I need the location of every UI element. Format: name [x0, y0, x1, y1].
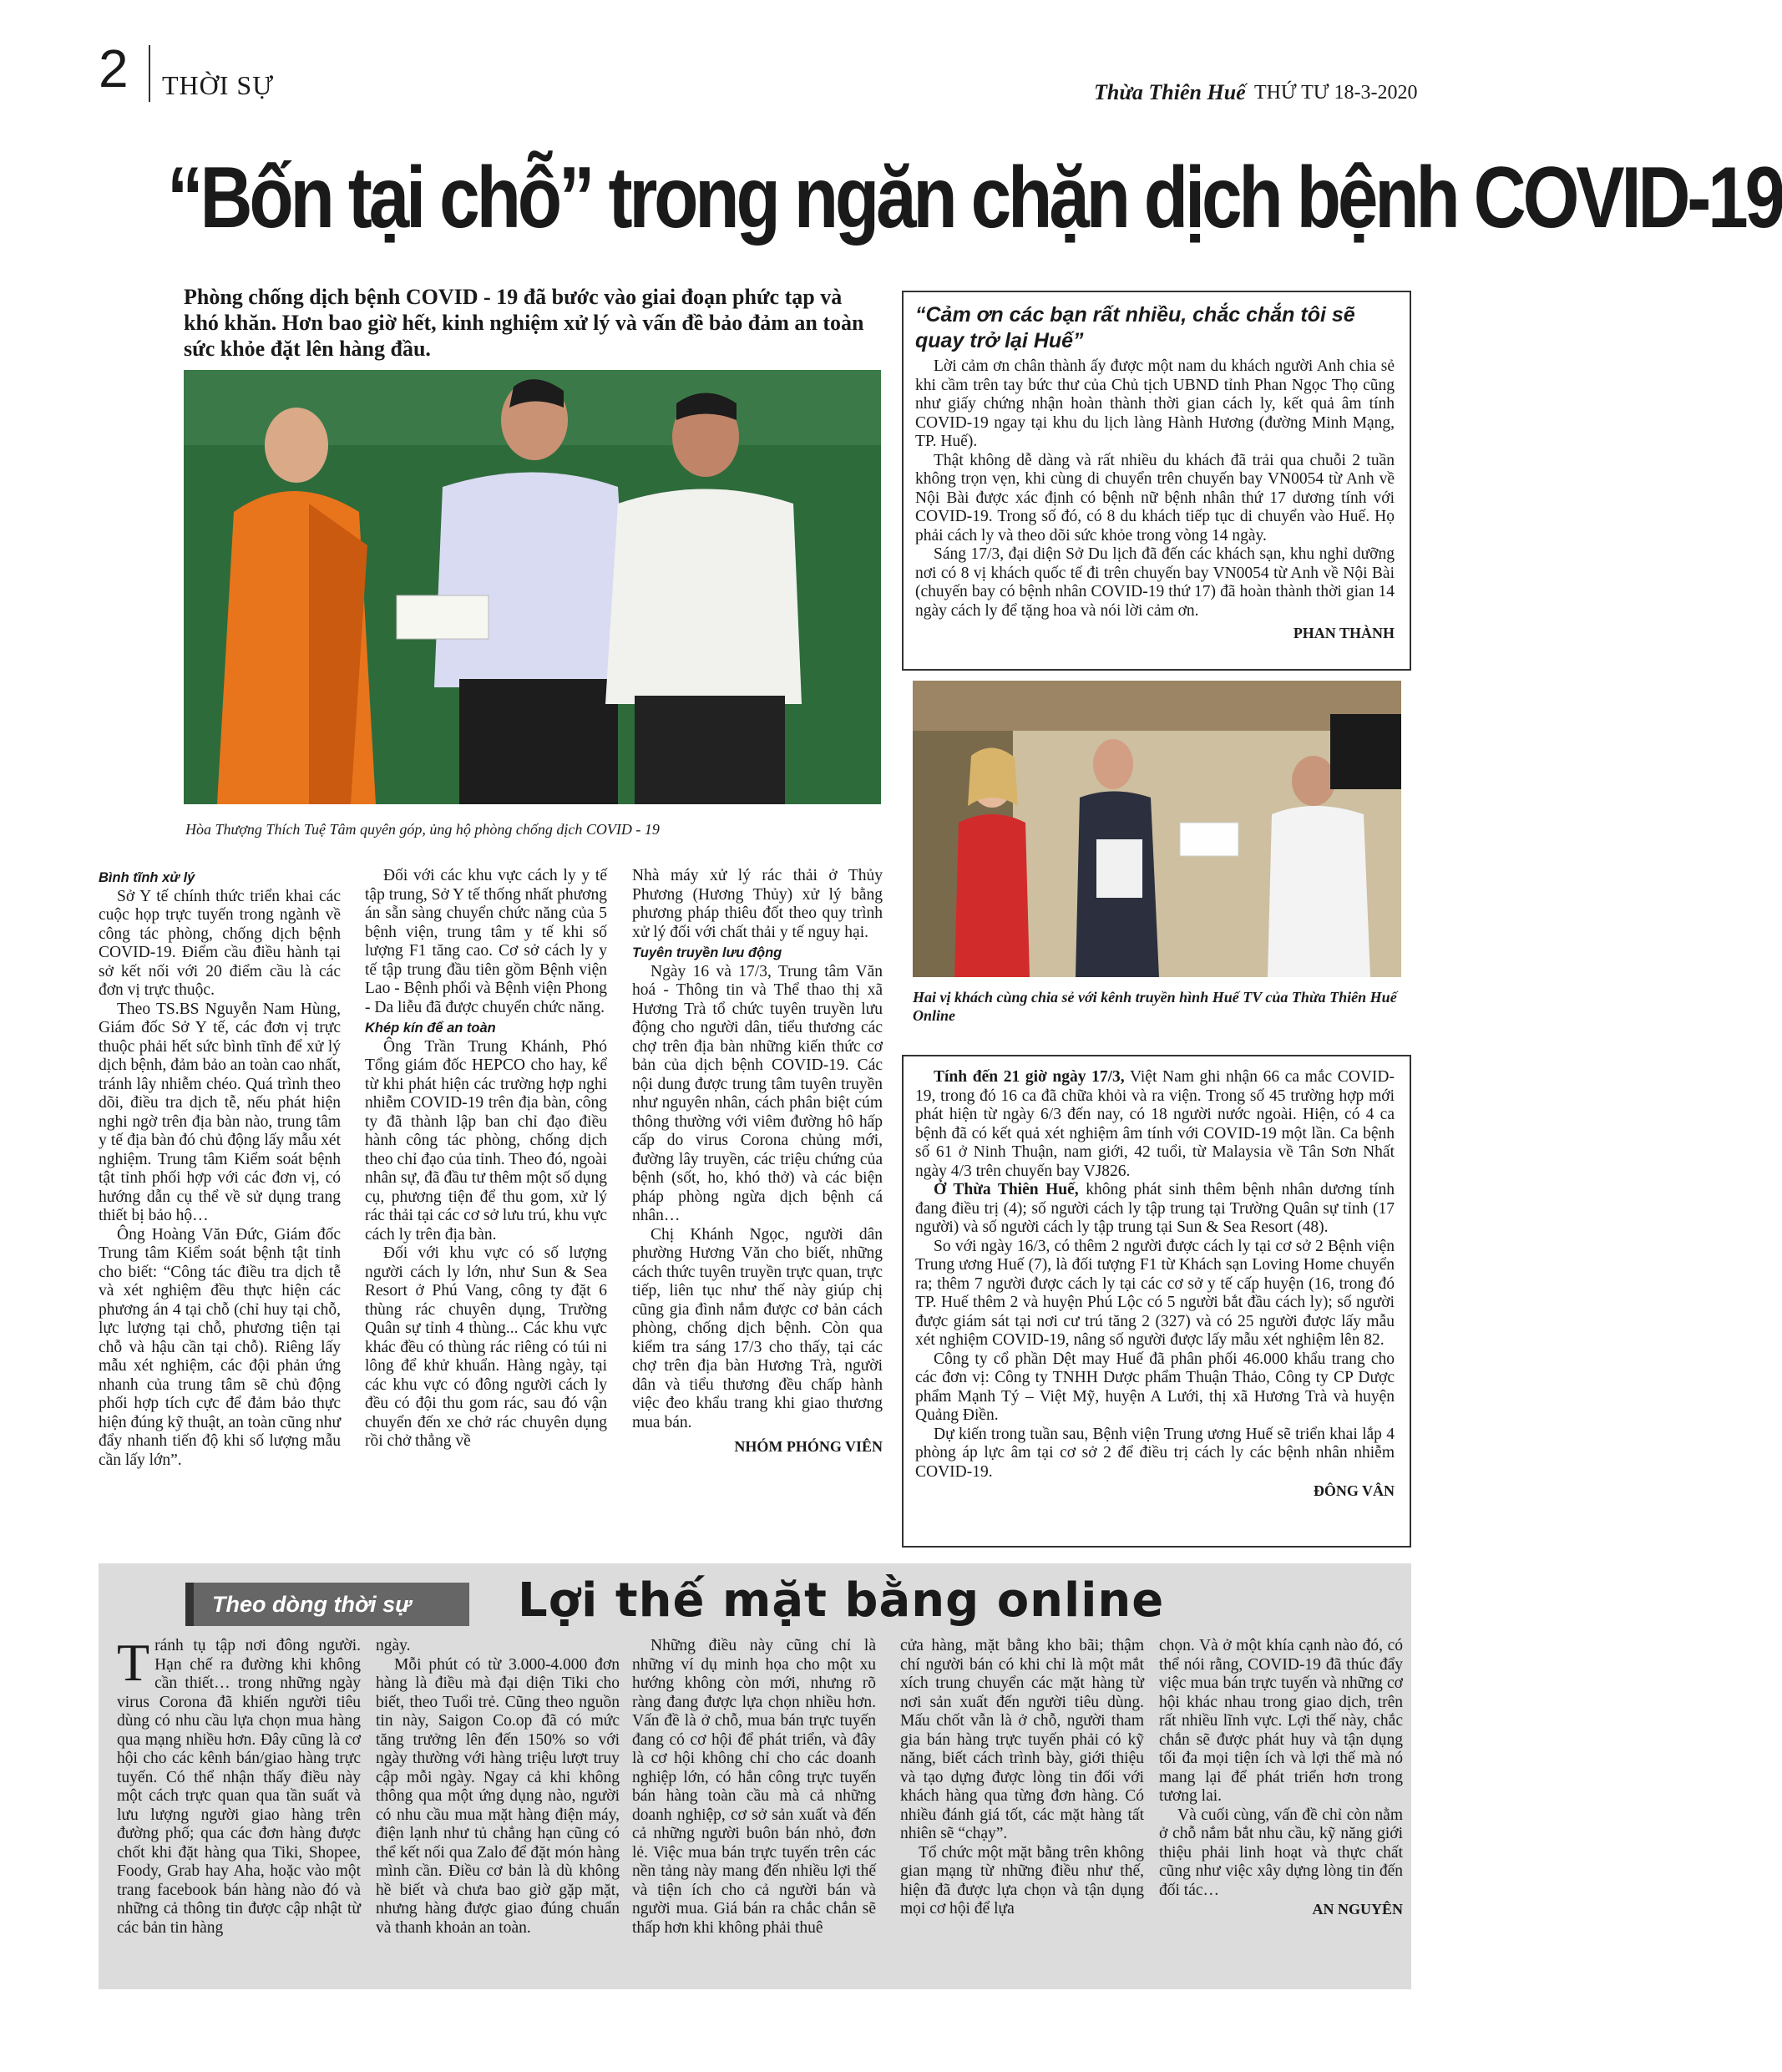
opinion-paragraph: Và cuối cùng, vấn đề chỉ còn nằm ở chỗ nắm bắt nhu cầu, kỹ năng giới thiệu phải linh hoạt và thực chất cũng như việc xây dựng lòng tin đến đối tác…	[1159, 1806, 1403, 1899]
opinion-text: ránh tụ tập nơi đông người. Hạn chế ra đường khi không cần thiết… trong những ngày virus Corona đã khiến người tiêu dùng có nhu cầu lựa chọn mua hàng qua mạng nhiều hơn. Đây cũng là cơ hội cho các kênh bán/giao hàng trực tuyến. Có thể nhận thấy điều này một cách trực quan qua tần suất và lưu lượng người giao hàng trên đường phố; qua các đơn hàng được chốt khi đặt hàng qua Tiki, Shopee, Foody, Grab hay Aha, hoặc vào một trang facebook bán hàng nào đó và những cả thông tin được cập nhật từ các bản tin hàng	[117, 1637, 361, 1937]
article-author: NHÓM PHÓNG VIÊN	[734, 1438, 883, 1455]
article-lead: Phòng chống dịch bệnh COVID - 19 đã bước vào giai đoạn phức tạp và khó khăn. Hơn bao giờ hết, kinh nghiệm xử lý và vấn đề bảo đảm an toàn sức khỏe đặt lên hàng đầu.	[184, 285, 864, 361]
opinion-column-1	[117, 1633, 361, 1938]
header-divider	[149, 45, 150, 102]
stats-paragraph: So với ngày 16/3, có thêm 2 người được cách ly tại cơ sở 2 Bệnh viện Trung ương Huế (7), là đối tượng F1 từ Khách sạn Loving Home chuyển ra; thêm 7 người được cách ly tại các cơ sở y tế cấp huyện (16, trong đó TP. Huế thêm 2 và huyện Phú Lộc có 5 người bắt đầu cách ly); số người được giám sát tại nơi cư trú tăng 2 (327) và có 25 người được lấy mẫu xét nghiệm COVID-19, nâng số người được lấy mẫu xét nghiệm lên 82.	[915, 1237, 1395, 1349]
opinion-paragraph: chọn. Và ở một khía cạnh nào đó, có thể nói rằng, COVID-19 đã thúc đẩy việc mua bán trực tuyến và những cơ hội khác nhau trong giao dịch, trên rất nhiều lĩnh vực. Lợi thế này, chắc chắn sẽ được phát huy và tận dụng tối đa mọi tiện ích và lợi thế mà nó mang lại để phát triển hơn trong tương lai.	[1159, 1637, 1403, 1805]
stats-lead-bold: Tính đến 21 giờ ngày 17/3,	[934, 1068, 1125, 1086]
opinion-column-4	[900, 1637, 1144, 1919]
article-column-3	[632, 867, 883, 1456]
stats-text: không phát sinh thêm bệnh nhân dương tính đang điều trị (4); số người cách ly tập trung tại Trường Quân sự tỉnh (17 người) và số người cách ly tập trung tại Sun & Sea Resort (48).	[915, 1181, 1395, 1236]
sidebar-author: PHAN THÀNH	[1293, 625, 1395, 641]
opinion-title: Lợi thế mặt bằng online	[518, 1573, 1165, 1628]
sidebar-box-thank-you	[902, 291, 1411, 671]
opinion-paragraph: Mỗi phút có từ 3.000-4.000 đơn hàng là điều mà đại diện Tiki cho biết, theo Tuổi trẻ. Cũng theo nguồn tin này, Saigon Co.op đã có mức tăng trưởng lên đến 150% so với ngày thường với hàng triệu lượt truy cập mỗi ngày. Ngay cả khi không thông qua một ứng dụng nào, người có nhu cầu mua mặt hàng điện máy, điện lạnh như tủ chẳng hạn cũng có thể kết nối qua Zalo để đặt món hàng mình cần. Điều cơ bản là dù không hề biết và chưa bao giờ gặp mặt, nhưng hàng được giao đúng chuẩn và thanh khoản an toàn.	[376, 1655, 620, 1937]
subheading-khep-kin: Khép kín để an toàn	[365, 1021, 496, 1036]
main-photo	[184, 370, 881, 804]
article-paragraph: Ông Hoàng Văn Đức, Giám đốc Trung tâm Kiểm soát bệnh tật tỉnh cho biết: “Công tác điều tra dịch tễ và xét nghiệm đều thực hiện các phương án 4 tại chỗ (chỉ huy tại chỗ, lực lượng tại chỗ, phương tiện tại chỗ và hậu cần tại chỗ). Riêng lấy mẫu xét nghiệm, các đội phản ứng nhanh của trung tâm sẽ chủ động phối hợp tích cực để đảm bảo thực hiện đúng kỹ thuật, an toàn cũng như đẩy nhanh tiến độ khi số lượng mẫu cần lấy lớn”.	[99, 1225, 342, 1469]
interview-scene-illustration	[913, 681, 1401, 977]
sidebar-paragraph: Sáng 17/3, đại diện Sở Du lịch đã đến các khách sạn, khu nghỉ dưỡng nơi có 8 vị khách quốc tế đi trên chuyến bay VN0054 từ Anh về Nội Bài (chuyến bay có bệnh nhân COVID-19 thứ 17) đã hoàn thành thời gian 14 ngày cách ly để tặng hoa và nói lời cảm ơn.	[915, 545, 1395, 620]
stats-lead-bold: Ở Thừa Thiên Huế,	[934, 1181, 1079, 1198]
opinion-paragraph: Những điều này cũng chỉ là những ví dụ minh họa cho một xu hướng không còn mới, nhưng rõ ràng đang được lựa chọn nhiều hơn. Vấn đề là ở chỗ, mua bán trực tuyến đang có cơ hội để phát triển, và đây là cơ hội không chỉ cho các doanh nghiệp lớn, có hẳn công trực tuyến bán hàng toàn cầu mà cả những doanh nghiệp, cơ sở sản xuất và đến cả những người buôn bán nhỏ, đơn lẻ. Việc mua bán trực tuyến trên các nền tảng này mang đến nhiều lợi thế và tiện ích cho cả người bán và người mua. Giá bán ra chắc chắn sẽ thấp hơn khi không phải thuê	[632, 1637, 876, 1937]
article-paragraph: Chị Khánh Ngọc, người dân phường Hương Văn cho biết, những cách thức tuyên truyền trực quan, trực tiếp, liên tục như thế này giúp chị cũng gia đình nắm được cơ bản cách phòng, chống dịch bệnh. Còn qua kiểm tra sáng 17/3 cho thấy, tại các chợ trên địa bàn Hương Trà, người dân và tiểu thương đều chấp hành việc đeo khẩu trang khi giao thương mua bán.	[632, 1225, 883, 1431]
stats-text: Việt Nam ghi nhận 66 ca mắc COVID-19, trong đó 16 ca đã chữa khỏi và ra viện. Trong số 45 trường hợp mới phát hiện từ ngày 6/3 đến nay, có 18 người nước ngoài. Hiện, có 4 ca bệnh đã có kết quả xét nghiệm âm tính với COVID-19 một lần. Ca bệnh số 61 ở Ninh Thuận, nam giới, 42 tuổi, từ Malaysia về Tân Sơn Nhất ngày 4/3 trên chuyến bay VJ826.	[915, 1068, 1395, 1180]
stats-paragraph	[915, 1181, 1395, 1238]
section-label: THỜI SỰ	[162, 70, 275, 100]
sidebar-paragraph: Thật không dễ dàng và rất nhiều du khách đã trải qua chuỗi 2 tuần không trọn vẹn, khi cùng di chuyển trên chuyến bay VN0054 từ Anh về Nội Bài được xác định có bệnh nữ bệnh nhân thứ 17 dương tính với COVID-19. Trong số đó, có 8 du khách tiếp tục di chuyển vào Huế. Họ phải cách ly và theo dõi sức khỏe trong vòng 14 ngày.	[915, 451, 1395, 545]
stats-paragraph	[915, 1068, 1395, 1181]
article-paragraph: Ngày 16 và 17/3, Trung tâm Văn hoá - Thông tin và Thể thao thị xã Hương Trà tổ chức tuyên truyền lưu động cho người dân, tiểu thương các chợ trên địa bàn những kiến thức cơ bản của dịch bệnh COVID-19. Các nội dung được trung tâm tuyên truyền như nguyên nhân, cách phân biệt cúm thông thường với viêm đường hô hấp cấp do virus Corona chủng mới, đường lây truyền, các triệu chứng của bệnh (sốt, ho, khó thở) và các biện pháp phòng ngừa dịch bệnh cá nhân…	[632, 962, 883, 1224]
stats-paragraph: Công ty cổ phần Dệt may Huế đã phân phối 46.000 khẩu trang cho các đơn vị: Công ty TNHH Dược phẩm Thuận Thảo, Công ty CP Dược phẩm Mạnh Tý – Việt Mỹ, huyện A Lưới, thị xã Hương Trà và huyện Quảng Điền.	[915, 1350, 1395, 1424]
subheading-binh-tinh: Bình tĩnh xử lý	[99, 870, 195, 885]
opinion-column-5	[1159, 1637, 1403, 1919]
headline: “Bốn tại chỗ” trong ngăn chặn dịch bệnh COVID-19	[167, 149, 1782, 246]
opinion-column-3	[632, 1637, 876, 1938]
article-column-2	[365, 867, 607, 1451]
issue-date: THỨ TƯ 18-3-2020	[1254, 82, 1418, 104]
main-photo-caption: Hòa Thượng Thích Tuệ Tâm quyên góp, ủng hộ phòng chống dịch COVID - 19	[185, 821, 660, 838]
article-paragraph: Sở Y tế chính thức triển khai các cuộc họp trực tuyến trong ngành về công tác phòng, chống dịch bệnh COVID-19. Điểm cầu điều hành tại sở kết nối với 20 điểm cầu là các đơn vị trực thuộc.	[99, 887, 341, 999]
sidebar-paragraph: Lời cảm ơn chân thành ấy được một nam du khách người Anh chia sẻ khi cầm trên tay bức thư của Chủ tịch UBND tỉnh Phan Ngọc Thọ cũng như giấy chứng nhận hoàn thành thời gian cách ly, kết quả âm tính COVID-19 ngay tại khu du lịch làng Hành Hương (đường Minh Mạng, TP. Huế).	[915, 357, 1395, 450]
article-paragraph: Ông Trần Trung Khánh, Phó Tổng giám đốc HEPCO cho hay, kể từ khi phát hiện các trường hợp nghi nhiễm COVID-19 trên địa bàn, công ty đã thành lập ban chỉ đạo điều hành công tác phòng, chống dịch theo chỉ đạo của tỉnh. Theo đó, ngoài nhân sự, đã đầu tư thêm một số dụng cụ, phương tiện để thu gom, xử lý rác thải tại các cơ sở lưu trú, khu vực cách ly trên địa bàn.	[365, 1037, 607, 1244]
opinion-paragraph	[117, 1633, 361, 1938]
article-paragraph: Đối với các khu vực cách ly y tế tập trung, Sở Y tế thống nhất phương án sẵn sàng chuyển chức năng của 5 bệnh viện, trung tâm y tế khi số lượng F1 tăng cao. Cơ sở cách ly y tế tập trung đầu tiên gồm Bệnh viện Lao - Bệnh phổi và Bệnh viện Phong - Da liễu đã được chuyển chức năng.	[365, 867, 607, 1016]
sidebar-box-title: “Cảm ơn các bạn rất nhiều, chắc chắn tôi sẽ quay trở lại Huế”	[915, 303, 1355, 352]
article-paragraph: Đối với khu vực có số lượng người cách ly lớn, như Sun & Sea Resort ở Phú Vang, công ty đặt 6 thùng rác chuyên dụng, Trường Quân sự tỉnh 4 thùng... Các khu vực khác đều có thùng rác riêng có túi ni lông để khử khuẩn. Hàng ngày, tại các khu vực có đông người cách ly đều có đội thu gom rác, sau đó vận chuyển đến xe chở rác chuyên dụng rồi chở thẳng về	[365, 1244, 607, 1450]
opinion-paragraph: cửa hàng, mặt bằng kho bãi; thậm chí người bán có khi chỉ là một mắt xích trung chuyển các mặt hàng từ nơi sản xuất đến người tiêu dùng. Mấu chốt vẫn là ở chỗ, người tham gia bán hàng trực tuyến phải có kỹ năng, biết cách trình bày, giới thiệu và tạo dựng được lòng tin đối với khách hàng qua từng đơn hàng. Có nhiều đánh giá tốt, các mặt hàng tất nhiên sẽ “chạy”.	[900, 1637, 1144, 1842]
stats-author: ĐÔNG VÂN	[1313, 1482, 1395, 1499]
stats-paragraph: Dự kiến trong tuần sau, Bệnh viện Trung ương Huế sẽ triển khai lắp 4 phòng áp lực âm tại cơ sở 2 để điều trị cách ly các bệnh nhân nhiễm COVID-19.	[915, 1425, 1395, 1481]
article-paragraph: Nhà máy xử lý rác thải ở Thủy Phương (Hương Thủy) xử lý bằng phương pháp thiêu đốt theo quy trình xử lý đối với chất thải y tế nguy hại.	[632, 867, 883, 941]
opinion-column-2	[376, 1637, 620, 1938]
subheading-tuyen-truyen: Tuyên truyền lưu động	[632, 945, 782, 960]
article-paragraph: Theo TS.BS Nguyễn Nam Hùng, Giám đốc Sở Y tế, các đơn vị trực thuộc phải hết sức bình tĩnh để xử lý dịch bệnh, đảm bảo an toàn cao nhất, tránh lây nhiễm chéo. Quá trình theo dõi, điều tra dịch tễ, nếu phát hiện nghi ngờ trên địa bàn nào, trung tâm y tế địa bàn đó chủ động lấy mẫu xét nghiệm. Trung tâm Kiểm soát bệnh tật tỉnh phối hợp với các đơn vị, có hướng dẫn cụ thể về sử dụng trang thiết bị bảo hộ…	[99, 1000, 341, 1224]
interview-photo-caption: Hai vị khách cùng chia sẻ với kênh truyền hình Huế TV của Thừa Thiên Huế Online	[913, 989, 1397, 1024]
interview-photo	[913, 681, 1401, 977]
sidebar-box-statistics	[902, 1055, 1411, 1548]
article-column-1	[99, 867, 341, 1470]
newspaper-name: Thừa Thiên Huế	[1094, 80, 1246, 104]
opinion-author: AN NGUYÊN	[1312, 1901, 1403, 1917]
donation-scene-illustration	[184, 370, 881, 804]
section-tag: Theo dòng thời sự	[185, 1583, 469, 1626]
opinion-paragraph: Tổ chức một mặt bằng trên không gian mạng từ những điều như thế, hiện đã được lựa chọn và tận dụng mọi cơ hội để lựa	[900, 1843, 1144, 1917]
drop-cap: T	[117, 1633, 150, 1692]
opinion-paragraph: ngày.	[376, 1637, 411, 1654]
page-number: 2	[99, 38, 129, 99]
